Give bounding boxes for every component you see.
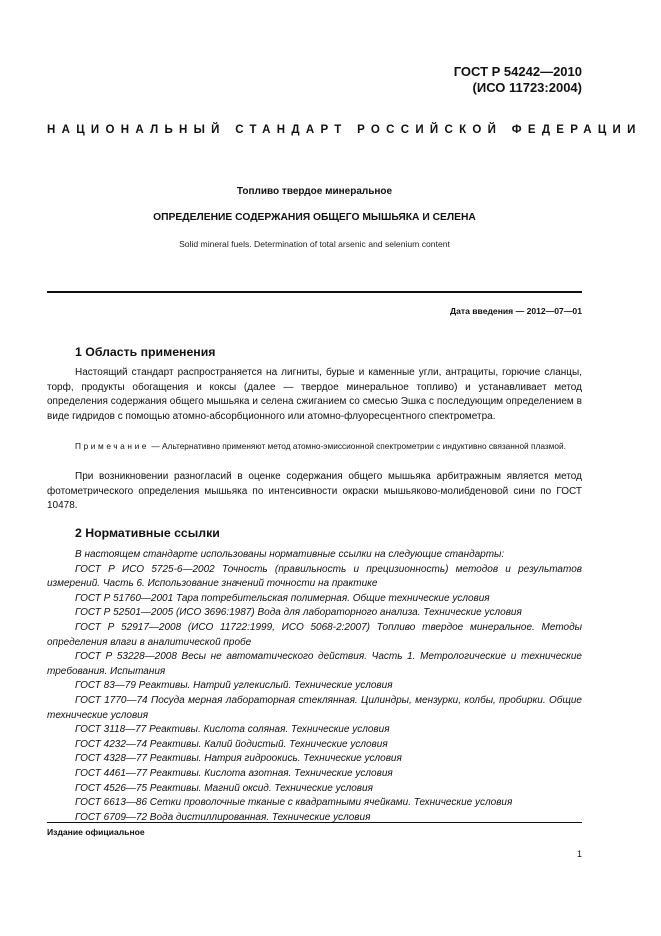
- effective-date: Дата введения — 2012—07—01: [449, 306, 582, 316]
- reference-item: ГОСТ 4526—75 Реактивы. Магний оксид. Технические условия: [75, 782, 373, 794]
- document-subtitle: Топливо твердое минеральное: [236, 186, 393, 197]
- section-2-heading: 2 Нормативные ссылки: [75, 526, 220, 540]
- standard-number: ГОСТ Р 54242—2010: [453, 64, 582, 79]
- standard-designation: [454, 64, 582, 96]
- header-divider: [47, 291, 582, 293]
- reference-item: ГОСТ Р 51760—2001 Тара потребительская полимерная. Общие технические условия: [75, 592, 490, 604]
- reference-item: ГОСТ Р 52501—2005 (ИСО 3696:1987) Вода для лабораторного анализа. Технические условия: [75, 607, 522, 619]
- reference-item: ГОСТ 1770—74 Посуда мерная лабораторная стеклянная. Цилиндры, мензурки, колбы, пробирки. Общие технические условия: [47, 694, 582, 721]
- reference-item: ГОСТ 3118—77 Реактивы. Кислота соляная. Технические условия: [75, 724, 390, 736]
- reference-item: ГОСТ 6613—86 Сетки проволочные тканые с квадратными ячейками. Технические условия: [75, 797, 513, 809]
- reference-item: ГОСТ 4328—77 Реактивы. Натрия гидроокись. Технические условия: [75, 753, 402, 765]
- reference-item: ГОСТ 4461—77 Реактивы. Кислота азотная. Технические условия: [75, 767, 393, 779]
- references-intro: В настоящем стандарте использованы нормативные ссылки на следующие стандарты:: [75, 549, 505, 560]
- reference-item: ГОСТ 4232—74 Реактивы. Калий йодистый. Технические условия: [75, 738, 388, 750]
- page-number: 1: [576, 849, 582, 859]
- arbitration-text: При возникновении разногласий в оценке содержания общего мышьяка арбитражным является метод фотометрического определения мышьяка по интенсивности окраски мышьяково-молибденовой сини по ГОСТ 10478.: [47, 471, 582, 512]
- reference-item: ГОСТ Р ИСО 5725-6—2002 Точность (правильность и прецизионность) методов и результатов измерений. Часть 6. Использование значений точности на практике: [47, 563, 582, 590]
- normative-references-list: [47, 548, 582, 825]
- reference-item: ГОСТ 6709—72 Вода дистиллированная. Технические условия: [75, 811, 371, 823]
- section-1-heading: 1 Область применения: [75, 345, 216, 359]
- scope-text: Настоящий стандарт распространяется на лигниты, бурые и каменные угли, антрациты, горючие сланцы, торф, продукты обогащения и коксы (далее — твердое минеральное топливо) и устанавливает метод определения содержания общего мышьяка и селена сжиганием со смесью Эшка с последующим определением в виде гидридов с помощью атомно-абсорбционного или атомно-флуоресцентного спектрометра.: [47, 367, 582, 422]
- reference-item: ГОСТ 83—79 Реактивы. Натрий углекислый. Технические условия: [75, 680, 393, 692]
- document-title: ОПРЕДЕЛЕНИЕ СОДЕРЖАНИЯ ОБЩЕГО МЫШЬЯКА И СЕЛЕНА: [153, 212, 476, 223]
- reference-item: ГОСТ Р 52917—2008 (ИСО 11722:1999, ИСО 5068-2:2007) Топливо твердое минеральное. Методы определения влаги в аналитической пробе: [47, 621, 582, 648]
- section-1-note: [47, 440, 582, 453]
- footer-divider: [47, 822, 582, 823]
- section-1-paragraph-1: [47, 366, 582, 424]
- english-title: Solid mineral fuels. Determination of total arsenic and selenium content: [179, 239, 450, 249]
- iso-number: (ИСО 11723:2004): [472, 80, 582, 95]
- note-text: — Альтернативно применяют метод атомно-эмиссионной спектрометрии с индуктивно связанной плазмой.: [149, 441, 566, 451]
- note-label: Примечание: [75, 441, 150, 451]
- section-1-paragraph-2: [47, 470, 582, 514]
- national-standard-banner: НАЦИОНАЛЬНЫЙ СТАНДАРТ РОССИЙСКОЙ ФЕДЕРАЦИИ: [47, 124, 642, 136]
- edition-label: Издание официальное: [47, 827, 145, 837]
- reference-item: ГОСТ Р 53228—2008 Весы не автоматического действия. Часть 1. Метрологические и технические требования. Испытания: [47, 651, 582, 677]
